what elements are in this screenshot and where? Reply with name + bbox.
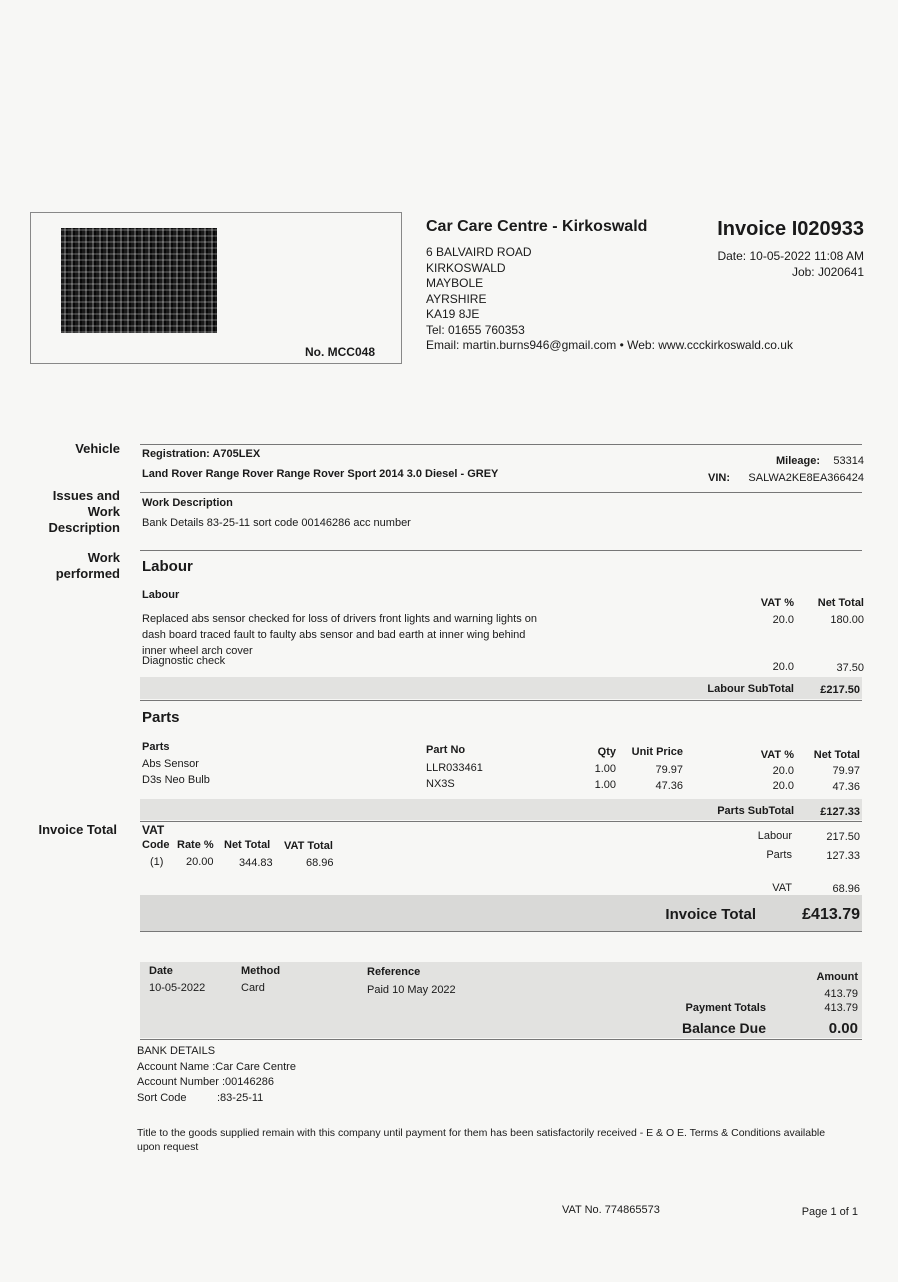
balance-due-value: 0.00	[828, 1020, 858, 1037]
company-contact: Email: martin.burns946@gmail.com • Web: www.ccckirkoswald.co.uk	[426, 338, 793, 352]
payment-col-reference: Reference	[367, 966, 421, 978]
bank-heading: BANK DETAILS	[137, 1045, 216, 1057]
labour-item-text: inner wheel arch cover	[142, 645, 253, 657]
terms	[137, 1126, 867, 1154]
totals-vat-label: VAT	[772, 882, 792, 894]
work-heading: Work Description	[142, 497, 233, 509]
labour-item-text: dash board traced fault to faulty abs sensor and bad earth at inner wing behind	[142, 629, 526, 641]
invoice-date: Date: 10-05-2022 11:08 AM	[717, 249, 864, 263]
labour-col-net: Net Total	[817, 597, 864, 609]
part-vat: 20.0	[772, 780, 794, 792]
vat-number: VAT No. 774865573	[562, 1204, 660, 1216]
address-line: MAYBOLE	[426, 276, 484, 290]
terms-line: Title to the goods supplied remain with this company until payment for them has been satisfactorily received - E & O E. Terms & Conditions available	[137, 1127, 826, 1139]
labour-item-text: Replaced abs sensor checked for loss of drivers front lights and warning lights on	[142, 613, 537, 625]
vat-net: 344.83	[239, 857, 273, 869]
invoice-total-value: £413.79	[802, 906, 860, 923]
vat-col-rate: Rate %	[177, 839, 214, 851]
bank-account-name: Account Name :Car Care Centre	[137, 1060, 296, 1073]
divider	[140, 700, 862, 701]
balance-due-label: Balance Due	[681, 1020, 766, 1036]
vat-col-vat: VAT Total	[284, 840, 333, 852]
payment-col-amount: Amount	[816, 971, 858, 983]
payment-totals: 413.79	[824, 1002, 858, 1014]
divider	[140, 492, 862, 493]
parts-subtotal: £127.33	[820, 806, 860, 818]
part-vat: 20.0	[772, 765, 794, 777]
invoice-title: Invoice I020933	[717, 218, 864, 240]
vat-col-code: Code	[142, 839, 170, 851]
totals-vat: 68.96	[832, 883, 860, 895]
parts-subtotal-label: Parts SubTotal	[717, 805, 794, 817]
logo-number: No. MCC048	[304, 345, 375, 359]
divider	[140, 444, 862, 445]
mileage-label: Mileage:	[776, 455, 821, 467]
totals-parts-label: Parts	[766, 849, 792, 861]
divider	[140, 1039, 862, 1040]
bank-account-number: Account Number :00146286	[137, 1076, 274, 1088]
address-line: AYRSHIRE	[426, 291, 487, 306]
vat-table-title: VAT	[142, 823, 165, 837]
vat-code: (1)	[150, 856, 164, 868]
labour-col-vat: VAT %	[760, 597, 794, 609]
labour-item	[142, 611, 537, 659]
label-invoice-total: Invoice Total	[38, 822, 117, 837]
bank-sort-code: :83-25-11	[217, 1091, 264, 1104]
address-line: KIRKOSWALD	[426, 260, 506, 275]
vat-rate: 20.00	[186, 856, 214, 868]
vat-total: 68.96	[306, 857, 334, 869]
labour-subtotal-label: Labour SubTotal	[707, 683, 794, 695]
divider	[140, 931, 862, 932]
payment-reference: Paid 10 May 2022	[367, 984, 456, 996]
bank-details	[137, 1044, 296, 1106]
address-line: 6 BALVAIRD ROAD	[426, 245, 532, 259]
vin-value: SALWA2KE8EA366424	[748, 472, 864, 484]
page-number: Page 1 of 1	[801, 1206, 858, 1218]
label-vehicle: Vehicle	[75, 441, 120, 456]
payment-method: Card	[241, 982, 265, 994]
payment-col-method: Method	[241, 965, 281, 977]
mileage-value: 53314	[833, 455, 864, 467]
labour-subtotal: £217.50	[820, 684, 860, 696]
part-name: D3s Neo Bulb	[142, 774, 210, 786]
invoice-job: Job: J020641	[791, 265, 864, 279]
labour-section-title: Labour	[142, 558, 193, 575]
totals-labour: 217.50	[826, 831, 860, 843]
part-unit: 79.97	[655, 764, 683, 776]
parts-section-title: Parts	[142, 709, 180, 726]
labour-item-vat: 20.0	[772, 614, 794, 626]
parts-col-partno: Part No	[426, 744, 466, 756]
labour-item-net: 37.50	[836, 662, 864, 674]
totals-parts: 127.33	[826, 850, 860, 862]
payment-col-date: Date	[149, 965, 173, 977]
vehicle-registration: Registration: A705LEX	[142, 448, 261, 460]
label-issues	[25, 488, 120, 536]
terms-line: upon request	[137, 1141, 199, 1153]
part-net: 79.97	[832, 765, 860, 777]
parts-col-vat: VAT %	[760, 749, 794, 761]
label-issues-line: Description	[48, 520, 120, 535]
vat-col-net: Net Total	[224, 839, 271, 851]
payment-amount: 413.79	[824, 988, 858, 1000]
parts-col-item: Parts	[142, 741, 170, 753]
part-qty: 1.00	[594, 779, 616, 791]
invoice-total-label: Invoice Total	[665, 906, 756, 923]
company-tel: Tel: 01655 760353	[426, 322, 525, 337]
labour-item-text: Diagnostic check	[142, 655, 226, 667]
parts-col-qty: Qty	[597, 746, 616, 758]
logo-box	[30, 212, 402, 364]
part-number: LLR033461	[426, 762, 483, 774]
totals-labour-label: Labour	[757, 830, 792, 842]
labour-col-item: Labour	[142, 589, 180, 601]
part-name: Abs Sensor	[142, 758, 199, 770]
labour-item-vat: 20.0	[772, 661, 794, 673]
part-number: NX3S	[426, 778, 455, 790]
payment-date: 10-05-2022	[149, 982, 206, 994]
work-text: Bank Details 83-25-11 sort code 00146286 acc number	[142, 517, 411, 529]
address-line: KA19 8JE	[426, 307, 480, 321]
bank-sort-code-label: Sort Code	[137, 1091, 187, 1104]
bank-sort-code-row	[137, 1091, 296, 1107]
parts-col-net: Net Total	[813, 749, 860, 761]
part-qty: 1.00	[594, 763, 616, 775]
part-net: 47.36	[832, 781, 860, 793]
label-work-performed: Work performed	[55, 550, 120, 581]
divider	[140, 550, 862, 551]
parts-col-unit: Unit Price	[631, 746, 683, 758]
divider	[140, 821, 862, 822]
payment-totals-label: Payment Totals	[685, 1002, 766, 1014]
labour-item-net: 180.00	[830, 614, 864, 626]
label-issues-line: Issues and Work	[52, 488, 120, 519]
company-name: Car Care Centre - Kirkoswald	[426, 218, 648, 235]
vehicle-description: Land Rover Range Rover Range Rover Sport 2014 3.0 Diesel - GREY	[142, 468, 499, 480]
vin-label: VIN:	[708, 472, 730, 484]
company-logo	[61, 228, 217, 333]
part-unit: 47.36	[655, 780, 683, 792]
